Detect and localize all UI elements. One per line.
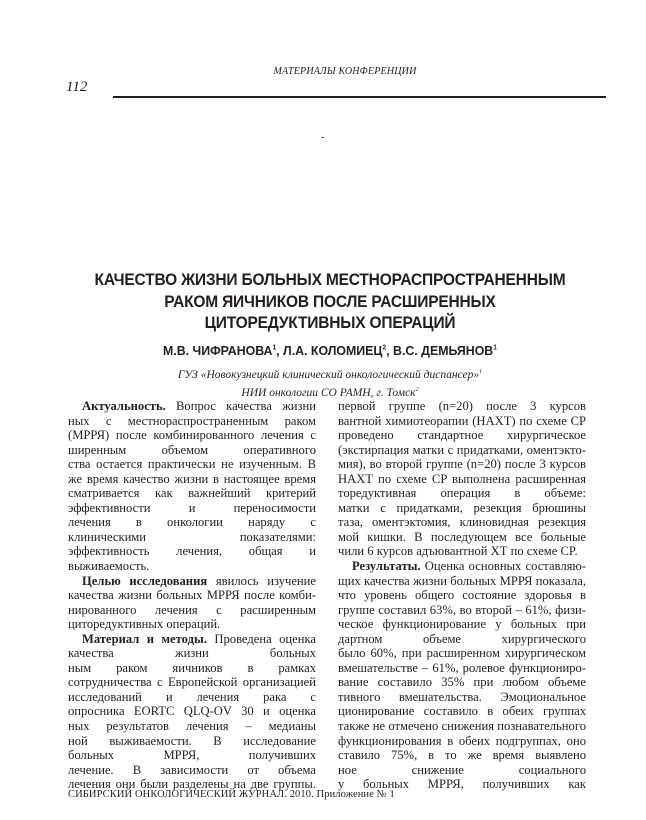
text-line	[338, 530, 586, 545]
text-line	[338, 704, 586, 719]
line-text: вмешательстве – 61%, ролевое функциониро-	[338, 660, 586, 675]
paragraph	[68, 632, 316, 792]
text-line	[338, 763, 586, 778]
author-separator: ,	[386, 343, 394, 358]
header-rule	[113, 96, 606, 98]
text-line	[68, 603, 316, 618]
line-text: проведено стандартное хирургическое	[338, 428, 586, 443]
line-text: качества жизни больных	[68, 646, 316, 661]
line-text: функционирования в обеих подгруппах, оно	[338, 733, 586, 748]
text-line	[68, 443, 316, 458]
text-line	[338, 574, 586, 589]
line-text: тивного вмешательства. Эмоциональное	[338, 689, 586, 704]
author-affil-mark: 2	[382, 344, 387, 352]
line-text: лечение. В зависимости от объема	[68, 762, 316, 777]
paragraph	[68, 399, 316, 574]
text-line	[338, 443, 586, 458]
line-text: ным раком яичников в рамках	[68, 660, 316, 675]
line-text: торедуктивная операция в объеме:	[338, 486, 586, 501]
paragraph-lead: Актуальность.	[82, 399, 166, 413]
paragraph-lead: Материал и методы.	[82, 631, 207, 646]
text-line	[68, 501, 316, 516]
line-text: нированного лечения с расширенным	[68, 602, 316, 617]
text-line	[338, 748, 586, 763]
line-text: опросника EORTC QLQ-OV 30 и оценка	[68, 704, 316, 719]
text-line	[68, 704, 316, 719]
column-left	[68, 399, 316, 792]
article-title	[76, 270, 584, 335]
text-line	[338, 734, 586, 749]
line-text: качества жизни больных МРРЯ после комби-	[68, 588, 316, 603]
line-text: Вопрос качества жизни	[176, 399, 316, 413]
line-text: исследований и лечения рака с	[68, 689, 316, 704]
line-text: что уровень общего состояние здоровья в	[338, 588, 586, 603]
line-text: (экстирпация матки с придатками, оментэкто-	[338, 442, 586, 457]
line-text: щих качества жизни больных МРРЯ показала,	[338, 573, 586, 588]
line-text: вантной химиотеорапии (НАХТ) по схеме CP	[338, 413, 586, 428]
line-text: лечения в онкологии наряду с	[68, 515, 316, 530]
text-line	[338, 414, 586, 429]
affiliations	[60, 365, 600, 401]
text-line	[338, 457, 586, 472]
line-text: было 60%, при расширенном хирургическом	[338, 646, 586, 661]
text-line	[338, 544, 586, 559]
text-line	[68, 588, 316, 603]
text-line	[338, 690, 586, 705]
column-right	[338, 399, 586, 792]
text-line	[338, 399, 586, 414]
page-number: 112	[66, 79, 88, 95]
text-line	[338, 617, 586, 632]
text-line	[68, 675, 316, 690]
text-line	[338, 472, 586, 487]
affiliation-mark: 1	[479, 369, 483, 375]
text-line	[68, 719, 316, 734]
paragraph	[338, 559, 586, 792]
line-text: ционирование составило в обеих группах	[338, 704, 586, 719]
line-text: ной выживаемости. В исследование	[68, 733, 316, 748]
line-text: ставило 75%, в то же время выявлено	[338, 748, 586, 763]
line-text: циторедуктивных операций.	[68, 617, 221, 632]
text-line	[68, 428, 316, 443]
author-name: Л.А. КОЛОМИЕЦ	[283, 343, 383, 358]
line-text: же время качество жизни в настоящее время	[68, 471, 316, 486]
authors	[74, 343, 587, 358]
line-text: также не отмечено снижения познавательного	[338, 719, 586, 734]
text-line	[338, 675, 586, 690]
text-line	[338, 632, 586, 647]
affiliation-text: НИИ онкологии СО РАМН, г. Томск	[241, 386, 416, 399]
line-text: ных результатов лечения – медианы	[68, 719, 316, 734]
text-line	[68, 617, 316, 632]
line-text: сотрудничества с Европейской организацией	[68, 675, 316, 690]
running-title: МАТЕРИАЛЫ КОНФЕРЕНЦИИ	[273, 66, 417, 77]
author-affil-mark: 1	[272, 344, 277, 352]
line-text: выживаемость.	[68, 559, 150, 574]
text-line	[338, 428, 586, 443]
title-line: РАКОМ ЯИЧНИКОВ ПОСЛЕ РАСШИРЕННЫХ	[164, 292, 496, 311]
author-affil-mark: 1	[493, 344, 497, 352]
text-line	[68, 690, 316, 705]
line-text: НАХТ по схеме CP выполнена расширенная	[338, 471, 586, 486]
line-text: больных МРРЯ, получивших	[68, 748, 316, 763]
line-text: мия), во второй группе (n=20) после 3 курсов	[338, 457, 586, 472]
affiliation	[60, 383, 600, 401]
line-text: эффективности и переносимости	[68, 500, 316, 515]
affiliation	[60, 365, 600, 383]
line-text: ширенным объемом оперативного	[68, 442, 316, 457]
line-text: вание составило 35% при любом объеме	[338, 675, 586, 690]
text-line	[338, 603, 586, 618]
text-line	[68, 472, 316, 487]
line-text: ное снижение социального	[338, 762, 586, 777]
text-line	[338, 559, 586, 574]
paragraph-lead: Результаты.	[352, 559, 421, 574]
text-line	[68, 414, 316, 429]
text-line	[68, 457, 316, 472]
affiliation-text: ГУЗ «Новокузнецкий клинический онкологический диспансер»	[177, 368, 480, 381]
text-line	[338, 646, 586, 661]
line-text: эффективность лечения, общая и	[68, 544, 316, 559]
line-text: группе составил 63%, во второй – 61%, физи-	[338, 602, 586, 617]
journal-footer: СИБИРСКИЙ ОНКОЛОГИЧЕСКИЙ ЖУРНАЛ. 2010. Приложение № 1	[68, 789, 395, 800]
paragraph	[338, 399, 586, 559]
line-text: Оценка основных составляю-	[420, 559, 586, 574]
line-text: клиническими показателями:	[68, 529, 316, 544]
line-text: матки с придатками, резекция брюшины	[338, 500, 586, 515]
author-name: В.С. ДЕМЬЯНОВ	[393, 343, 494, 358]
line-text: мой кишки. В последующем все больные	[338, 529, 586, 544]
line-text: сматривается как важнейший критерий	[68, 486, 316, 501]
text-line	[338, 515, 586, 530]
text-line	[68, 763, 316, 778]
line-text: лечения они были разделены на две группы.	[68, 777, 316, 792]
text-line	[68, 734, 316, 749]
text-line	[338, 501, 586, 516]
text-line	[68, 646, 316, 661]
text-line	[68, 399, 316, 414]
text-line	[68, 559, 316, 574]
text-line	[68, 544, 316, 559]
text-line	[68, 574, 316, 589]
stray-dash: -	[321, 132, 325, 143]
line-text: ных с местнораспространенным раком	[68, 413, 316, 428]
text-line	[338, 486, 586, 501]
text-line	[338, 719, 586, 734]
title-line: КАЧЕСТВО ЖИЗНИ БОЛЬНЫХ МЕСТНОРАСПРОСТРАНЕННЫМ	[94, 271, 566, 289]
line-text: у больных МРРЯ, получивших как	[338, 777, 586, 792]
line-text: чили 6 курсов адъювантной ХТ по схеме CP.	[338, 544, 578, 559]
paragraph-lead: Целью исследования	[82, 573, 208, 588]
line-text: первой группе (n=20) после 3 курсов	[338, 399, 586, 413]
text-line	[68, 530, 316, 545]
affiliation-mark: 2	[415, 386, 419, 393]
title-line: ЦИТОРЕДУКТИВНЫХ ОПЕРАЦИЙ	[204, 314, 456, 332]
line-text: дартном объеме хирургического	[338, 631, 586, 646]
line-text: явилось изучение	[207, 573, 316, 588]
paragraph	[68, 574, 316, 632]
text-line	[68, 748, 316, 763]
text-line	[338, 661, 586, 676]
author-separator: ,	[276, 343, 284, 358]
author-name: М.В. ЧИФРАНОВА	[163, 343, 273, 358]
line-text: ства остается практически не изученным. В	[68, 457, 316, 472]
line-text: ческое функционирование у больных при	[338, 617, 586, 632]
text-line	[338, 588, 586, 603]
line-text: таза, оментэктомия, клиновидная резекция	[338, 515, 586, 530]
text-line	[68, 661, 316, 676]
text-line	[68, 486, 316, 501]
text-line	[68, 515, 316, 530]
line-text: Проведена оценка	[206, 631, 316, 646]
line-text: (МРРЯ) после комбинированного лечения с	[68, 428, 316, 443]
text-line	[68, 632, 316, 647]
